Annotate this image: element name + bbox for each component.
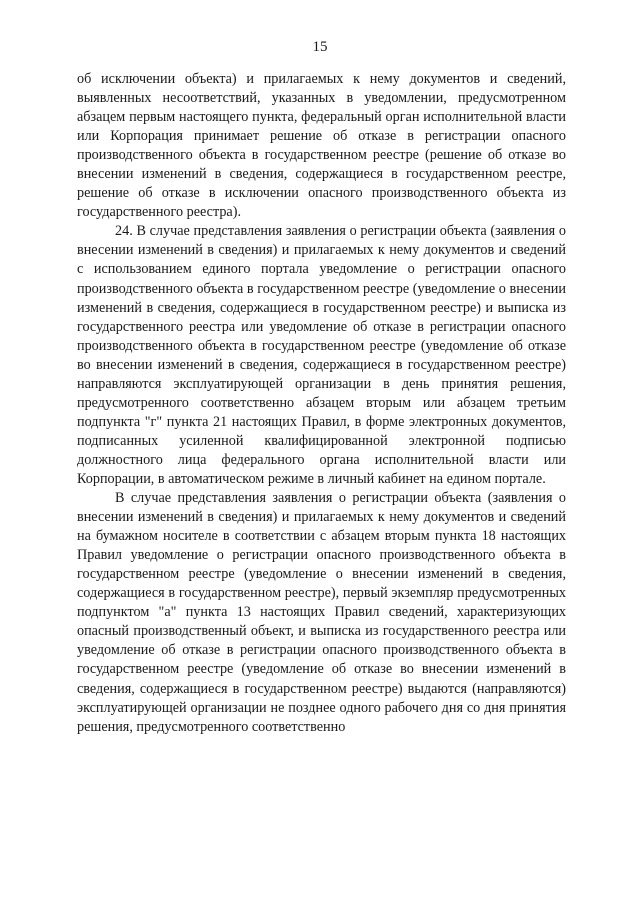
page-number: 15 xyxy=(312,39,328,55)
paragraph-paper-submission: В случае представления заявления о регистрации объекта (заявления о внесении изменений в сведения) и прилагаемых к нему документов и сведений на бумажном носителе в соответствии с абзацем вторым пункта 18 настоящих Правил уведомление о регистрации опасного производственного объекта в государственном реестре (уведомление о внесении изменений в сведения, содержащиеся в государственном реестре), первый экземпляр предусмотренных подпунктом "а" пункта 13 настоящих Правил сведений, характеризующих опасный производственный объект, и выписка из государственного реестра или уведомление об отказе в регистрации опасного производственного объекта в государственном реестре (уведомление об отказе во внесении изменений в сведения, содержащиеся в государственном реестре) выдаются (направляются) эксплуатирующей организации не позднее одного рабочего дня со дня принятия решения, предусмотренного соответственно xyxy=(77,490,566,735)
paragraph-item-24: 24. В случае представления заявления о регистрации объекта (заявления о внесении изменений в сведения) и прилагаемых к нему документов и сведений с использованием единого портала уведомление о регистрации опасного производственного объекта в государственном реестре (уведомление о внесении изменений в сведения, содержащиеся в государственном реестре) и выписка из государственного реестра или уведомление об отказе в регистрации опасного производственного объекта в государственном реестре (уведомление об отказе во внесении изменений в сведения, содержащиеся в государственном реестре) направляются эксплуатирующей организации в день принятия решения, предусмотренного соответственно абзацем вторым или абзацем третьим подпункта "г" пункта 21 настоящих Правил, в форме электронных документов, подписанных усиленной квалифицированной электронной подписью должностного лица федерального органа исполнительной власти или Корпорации, в автоматическом режиме в личный кабинет на едином портале. xyxy=(77,223,566,487)
paragraph-continuation: об исключении объекта) и прилагаемых к нему документов и сведений, выявленных несоответствий, указанных в уведомлении, предусмотренном абзацем первым настоящего пункта, федеральный орган исполнительной власти или Корпорация принимает решение об отказе в регистрации опасного производственного объекта в государственном реестре (решение об отказе во внесении изменений в сведения, содержащиеся в государственном реестре, решение об отказе в исключении опасного производственного объекта из государственного реестра). xyxy=(77,71,566,221)
document-body xyxy=(77,70,566,737)
